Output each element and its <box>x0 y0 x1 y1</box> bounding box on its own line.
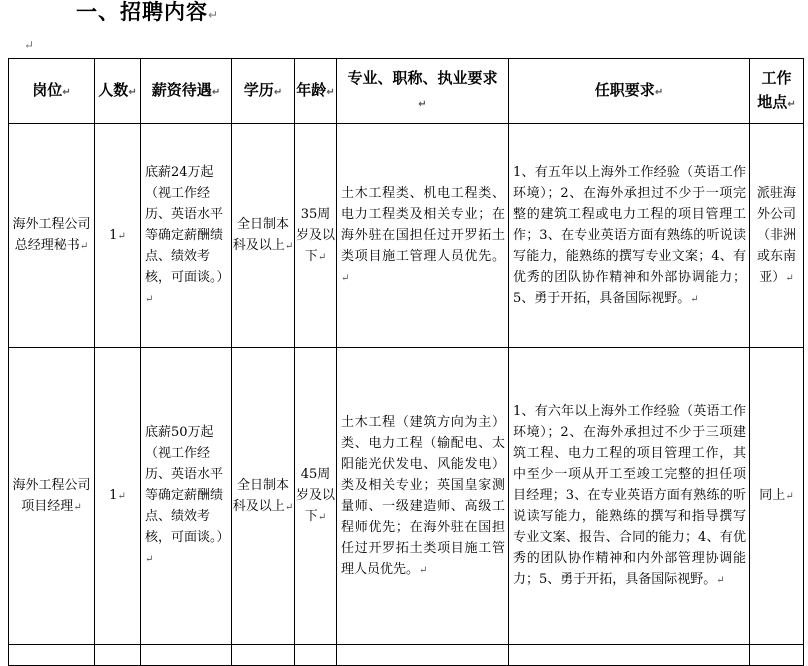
cell-position: 海外工程公司项目经理↵ <box>9 348 95 645</box>
header-education: 学历↵ <box>232 59 295 124</box>
header-salary: 薪资待遇↵ <box>141 59 232 124</box>
paragraph-mark-icon: ↵ <box>208 8 220 22</box>
table-header-row <box>9 59 804 124</box>
header-major: 专业、职称、执业要求↵ <box>337 59 509 124</box>
table-row <box>9 124 804 348</box>
cell-education: 全日制本科及以上↵ <box>232 124 295 348</box>
cell-location: 派驻海外公司（非洲或东南亚）↵ <box>750 124 804 348</box>
cell-major: 土木工程（建筑方向为主）类、电力工程（输配电、太阳能光伏发电、风能发电）类及相关专业；英国皇家测量师、一级建造师、高级工程师优先；在海外驻在国担任过开罗拓土类项目施工管理人员优先。↵ <box>337 348 509 645</box>
cell-count: 1↵ <box>95 124 141 348</box>
cell-major: 土木工程类、机电工程类、电力工程类及相关专业；在海外驻在国担任过开罗拓土类项目施工管理人员优先。↵ <box>337 124 509 348</box>
cell-requirements: 1、有五年以上海外工作经验（英语工作环境）；2、在海外承担过不少于一项完整的建筑工程或电力工程的项目管理工作；3、在专业英语方面有熟练的听说读写能力，能熟练的撰写专业文案；4、有优秀的团队协作精神和外部协调能力；5、勇于开拓，具备国际视野。↵ <box>509 124 750 348</box>
header-count: 人数↵ <box>95 59 141 124</box>
table-row <box>9 348 804 645</box>
cell-empty <box>9 645 95 666</box>
cell-empty <box>509 645 750 666</box>
cell-salary: 底薪50万起（视工作经历、英语水平等确定薪酬绩点、绩效考核，可面谈。）↵ <box>141 348 232 645</box>
section-heading: 一、招聘内容↵ <box>76 0 220 24</box>
cell-empty <box>141 645 232 666</box>
cell-requirements: 1、有六年以上海外工作经验（英语工作环境）；2、在海外承担过不少于三项建筑工程、电力工程的项目管理工作，其中至少一项从开工至竣工完整的担任项目经理；3、在专业英语方面有熟练的听说读写能力，能熟练的撰写和指导撰写专业文案、报告、合同的能力；4、有优秀的团队协作精神和内外部管理协调能力；5、勇于开拓，具备国际视野。↵ <box>509 348 750 645</box>
table-row <box>9 645 804 666</box>
cell-empty <box>337 645 509 666</box>
cell-age: 45周岁及以下↵ <box>295 348 337 645</box>
paragraph-mark-icon: ↵ <box>24 38 35 52</box>
cell-empty <box>750 645 804 666</box>
cell-age: 35周岁及以下↵ <box>295 124 337 348</box>
header-age: 年龄↵ <box>295 59 337 124</box>
cell-salary: 底薪24万起（视工作经历、英语水平等确定薪酬绩点、绩效考核，可面谈。）↵ <box>141 124 232 348</box>
cell-empty <box>95 645 141 666</box>
header-location: 工作地点↵ <box>750 59 804 124</box>
header-requirements: 任职要求↵ <box>509 59 750 124</box>
cell-empty <box>295 645 337 666</box>
cell-education: 全日制本科及以上↵ <box>232 348 295 645</box>
cell-count: 1↵ <box>95 348 141 645</box>
recruitment-table <box>8 58 804 666</box>
cell-position: 海外工程公司总经理秘书↵ <box>9 124 95 348</box>
cell-empty <box>232 645 295 666</box>
header-position: 岗位↵ <box>9 59 95 124</box>
cell-location: 同上↵ <box>750 348 804 645</box>
